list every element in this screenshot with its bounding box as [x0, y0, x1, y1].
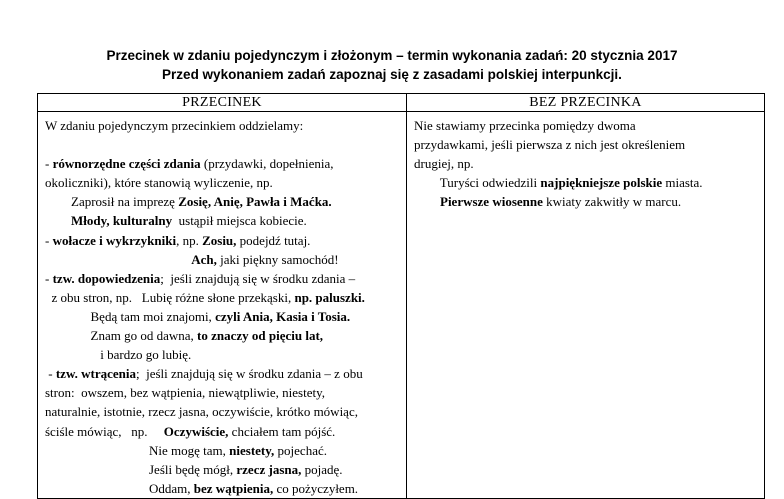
text-segment: Zaprosił na imprezę	[45, 194, 179, 210]
bold-text: tzw. wtrącenia	[55, 366, 136, 382]
text-segment: z obu stron, np. Lubię różne słone przekąski,	[45, 289, 295, 305]
bez-przecinka-cell	[407, 112, 765, 499]
bold-text: np. paluszki.	[294, 289, 365, 305]
column-header-przecinek: PRZECINEK	[38, 94, 407, 112]
title-line-1: Przecinek w zdaniu pojedynczym i złożonym – termin wykonania zadań: 20 stycznia 2017	[106, 48, 678, 63]
text-segment: jaki piękny samochód!	[216, 251, 339, 267]
text-segment: pojadę.	[301, 461, 343, 477]
przecinek-rules	[38, 112, 406, 498]
text-line	[45, 307, 400, 326]
text-segment: -	[45, 366, 56, 382]
bold-text: Oczywiście,	[163, 423, 229, 439]
text-line	[45, 154, 400, 173]
bold-text: równorzędne części zdania	[52, 156, 201, 172]
text-segment: W zdaniu pojedynczym przecinkiem oddzielamy:	[45, 118, 304, 133]
text-line	[45, 383, 400, 402]
text-segment: okoliczniki), które stanowią wyliczenie, np.	[45, 175, 273, 191]
text-line	[45, 402, 400, 421]
text-line	[45, 192, 400, 211]
text-line	[45, 422, 400, 441]
text-line	[45, 460, 400, 479]
text-segment: Nie stawiamy przecinka pomiędzy dwoma	[414, 118, 636, 133]
text-segment: Turyści odwiedzili	[414, 175, 541, 191]
text-line	[45, 269, 400, 288]
bez-przecinka-rules	[407, 112, 764, 211]
text-line	[45, 231, 400, 250]
title-line-2: Przed wykonaniem zadań zapoznaj się z zasadami polskiej interpunkcji.	[162, 67, 622, 82]
bold-text: to znaczy od pięciu lat,	[197, 328, 324, 344]
text-line	[45, 211, 400, 230]
text-segment: -	[45, 232, 53, 248]
text-segment: -	[45, 156, 53, 172]
text-line	[414, 173, 758, 192]
bold-text: Zosię, Anię, Pawła i Maćka.	[178, 194, 332, 210]
text-line	[45, 135, 400, 154]
text-segment: Nie mogę tam,	[45, 442, 230, 458]
text-segment: Oddam,	[45, 480, 194, 496]
text-line	[45, 288, 400, 307]
bold-text: wołacze i wykrzykniki	[52, 232, 177, 248]
text-segment: pojechać.	[274, 442, 327, 458]
bold-text: najpiękniejsze polskie	[540, 175, 663, 191]
text-line	[45, 116, 400, 135]
text-segment: ustąpił miejsca kobiecie.	[172, 213, 307, 229]
table-row	[38, 112, 765, 499]
text-line	[414, 192, 758, 211]
text-line	[45, 250, 400, 269]
text-segment: ; jeśli znajdują się w środku zdania – z obu	[135, 366, 363, 382]
text-segment: podejdź tutaj.	[236, 232, 311, 248]
text-line	[45, 441, 400, 460]
text-line	[45, 479, 400, 498]
bold-text: tzw. dopowiedzenia	[52, 270, 161, 286]
text-segment: Będą tam moi znajomi,	[45, 308, 216, 324]
text-line	[45, 326, 400, 345]
bold-text: Młody, kulturalny	[45, 213, 173, 229]
text-segment: -	[45, 270, 53, 286]
text-segment: (przydawki, dopełnienia,	[200, 156, 334, 172]
text-segment: ściśle mówiąc, np.	[45, 423, 164, 439]
text-segment: ; jeśli znajdują się w środku zdania –	[160, 270, 356, 286]
text-segment: Jeśli będę mógł,	[45, 461, 237, 477]
text-line	[45, 173, 400, 192]
bold-text: czyli Ania, Kasia i Tosia.	[215, 308, 351, 324]
text-segment: stron: owszem, bez wątpienia, niewątpliwie, niestety,	[45, 385, 326, 401]
text-segment: drugiej, np.	[414, 156, 474, 172]
text-line	[45, 364, 400, 383]
text-segment: co pożyczyłem.	[273, 480, 359, 496]
text-segment: Znam go od dawna,	[45, 328, 198, 344]
text-segment: kwiaty zakwitły w marcu.	[542, 194, 682, 210]
text-line	[45, 345, 400, 364]
bold-text: Ach,	[191, 251, 217, 267]
column-header-bez-przecinka: BEZ PRZECINKA	[407, 94, 765, 112]
text-segment: i bardzo go lubię.	[45, 347, 192, 363]
bold-text: Pierwsze wiosenne	[414, 194, 543, 210]
text-segment: miasta.	[662, 175, 703, 191]
text-line	[414, 135, 758, 154]
punctuation-table	[37, 93, 765, 499]
bold-text: niestety,	[229, 442, 275, 458]
table-header-row	[38, 94, 765, 112]
text-line	[414, 154, 758, 173]
text-segment	[45, 252, 191, 267]
text-segment: chciałem tam pójść.	[228, 423, 336, 439]
text-segment: przydawkami, jeśli pierwsza z nich jest określeniem	[414, 137, 686, 153]
przecinek-cell	[38, 112, 407, 499]
bold-text: rzecz jasna,	[236, 461, 302, 477]
text-segment: naturalnie, istotnie, rzecz jasna, oczywiście, krótko mówiąc,	[45, 404, 358, 420]
bold-text: Zosiu,	[202, 232, 237, 248]
bold-text: bez wątpienia,	[193, 480, 274, 496]
text-line	[414, 116, 758, 135]
text-segment: , np.	[176, 232, 203, 248]
